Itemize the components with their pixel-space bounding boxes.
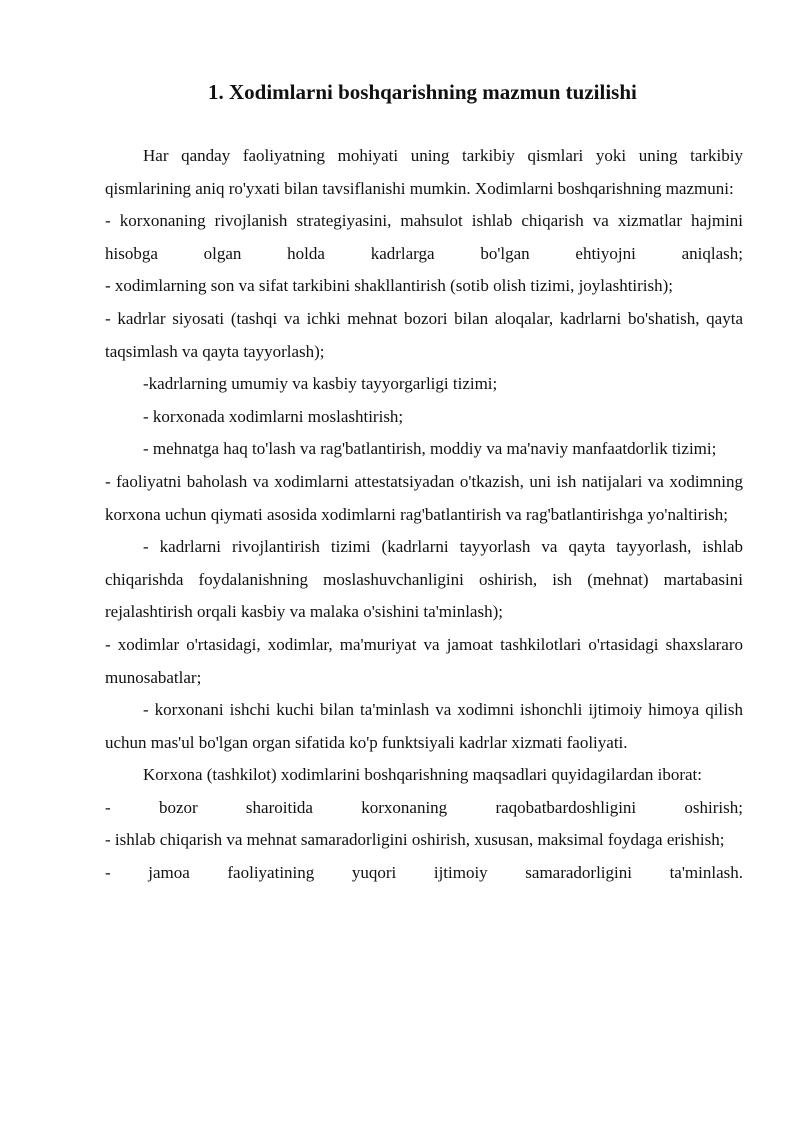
list-item-development: - kadrlarni rivojlantirish tizimi (kadrlarni tayyorlash va qayta tayyorlash, ishlab chiqarishda foydalanishning moslashuvchanligini oshirish, ish (mehnat) martabasini rejalashtirish orqali kasbiy va malaka o'sishini ta'minlash); [105,537,743,622]
goals-paragraph: Korxona (tashkilot) xodimlarini boshqarishning maqsadlari quyidagilardan iborat: [143,765,702,785]
goal-item-efficiency: - ishlab chiqarish va mehnat samaradorligini oshirish, xususan, maksimal foydaga erishish; [105,830,725,850]
goal-item-social-efficiency: - jamoa faoliyatining yuqori ijtimoiy samaradorligini ta'minlash. [105,863,743,883]
list-item-composition: - xodimlarning son va sifat tarkibini shakllantirish (sotib olish tizimi, joylashtirish); [105,276,674,296]
page-title: 1. Xodimlarni boshqarishning mazmun tuzilishi [208,80,637,104]
list-item-needs: - korxonaning rivojlanish strategiyasini, mahsulot ishlab chiqarish va xizmatlar hajmini hisobga olgan holda kadrlarga bo'lgan ehtiyojni aniqlash; [105,211,743,263]
list-item-adaptation: - korxonada xodimlarni moslashtirish; [143,406,404,426]
goal-item-competitiveness: - bozor sharoitida korxonaning raqobatbardoshligini oshirish; [105,797,743,817]
list-item-remuneration: - mehnatga haq to'lash va rag'batlantirish, moddiy va ma'naviy manfaatdorlik tizimi; [143,439,717,459]
list-item-hr-service: - korxonani ishchi kuchi bilan ta'minlash va xodimni ishonchli ijtimoiy himoya qilish uchun mas'ul bo'lgan organ sifatida ko'p funktsiyali kadrlar xizmati faoliyati. [105,700,743,752]
document-page [105,0,743,890]
document-body [105,140,743,890]
list-item-personnel-policy: - kadrlar siyosati (tashqi va ichki mehnat bozori bilan aloqalar, kadrlarni bo'shatish, qayta taqsimlash va qayta tayyorlash); [105,308,743,361]
list-item-relations: - xodimlar o'rtasidagi, xodimlar, ma'muriyat va jamoat tashkilotlari o'rtasidagi shaxslararo munosabatlar; [105,634,743,687]
list-item-assessment: - faoliyatni baholash va xodimlarni attestatsiyadan o'tkazish, uni ish natijalari va xodimning korxona uchun qiymati asosida xodimlarni rag'batlantirish va rag'batlantirishga yo'naltirish; [105,471,743,524]
list-item-training-system: -kadrlarning umumiy va kasbiy tayyorgarligi tizimi; [143,374,498,394]
intro-paragraph: Har qanday faoliyatning mohiyati uning tarkibiy qismlari yoki uning tarkibiy qismlarining aniq ro'yxati bilan tavsiflanishi mumkin. Xodimlarni boshqarishning mazmuni: [105,146,743,198]
